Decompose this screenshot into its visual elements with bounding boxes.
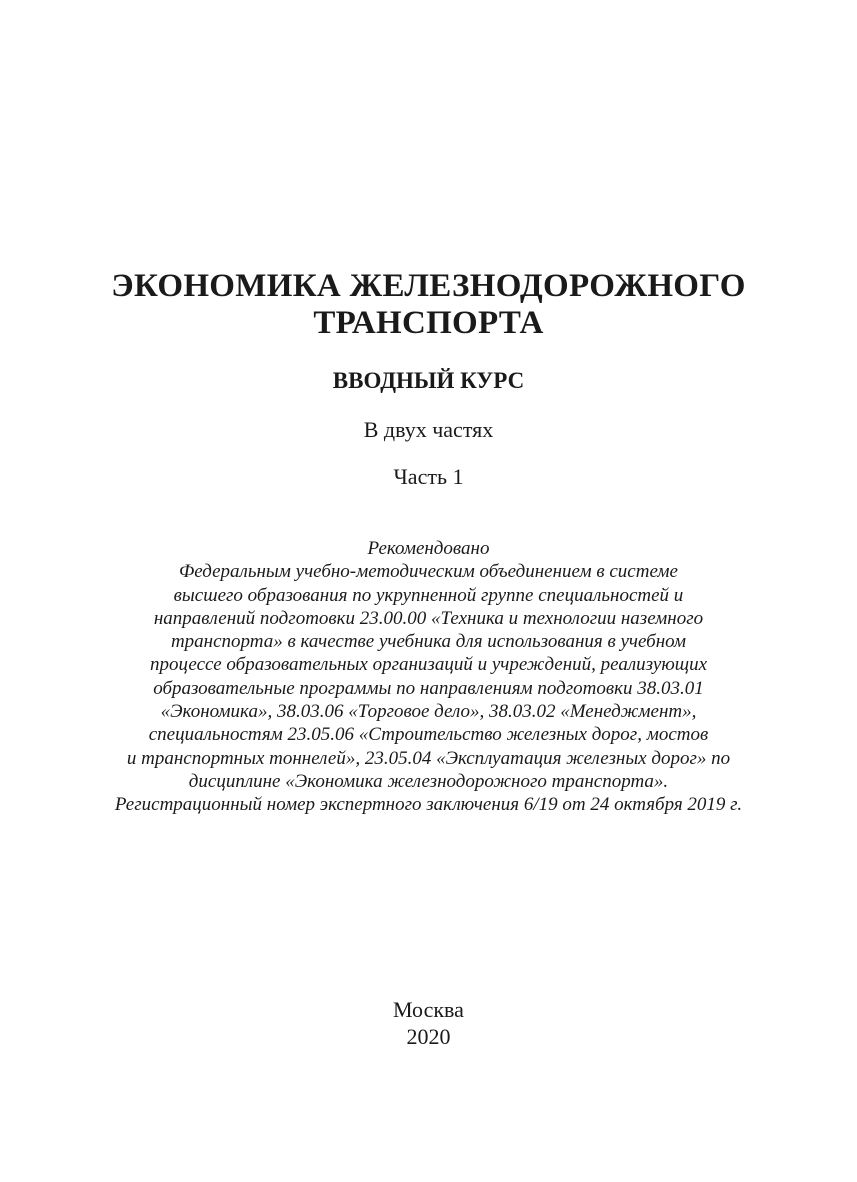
book-title [0, 268, 857, 342]
recommendation-line: дисциплине «Экономика железнодорожного транспорта». [188, 770, 669, 792]
book-title-line-1: ЭКОНОМИКА ЖЕЛЕЗНОДОРОЖНОГО [111, 268, 746, 304]
recommendation-line: высшего образования по укрупненной группе специальностей и [173, 584, 684, 606]
recommendation-line: транспорта» в качестве учебника для использования в учебном [170, 631, 687, 653]
recommendation-line: и транспортных тоннелей», 23.05.04 «Эксплуатация железных дорог» по [126, 747, 731, 769]
part-number: Часть 1 [393, 464, 464, 489]
recommendation-line: «Экономика», 38.03.06 «Торговое дело», 38.03.02 «Менеджмент», [160, 701, 697, 723]
registration-line: Регистрационный номер экспертного заключения 6/19 от 24 октября 2019 г. [114, 794, 743, 816]
imprint [0, 996, 857, 1050]
imprint-city: Москва [393, 997, 464, 1022]
parts-note: В двух частях [363, 417, 494, 442]
recommendation-line: образовательные программы по направлениям подготовки 38.03.01 [153, 677, 704, 699]
recommendation-line: процессе образовательных организаций и учреждений, реализующих [149, 654, 708, 676]
recommendation-line: специальностям 23.05.06 «Строительство железных дорог, мостов [148, 724, 709, 746]
recommendation-block [0, 537, 857, 817]
book-subtitle: ВВОДНЫЙ КУРС [332, 368, 525, 393]
book-title-line-2: ТРАНСПОРТА [313, 305, 544, 341]
imprint-year: 2020 [406, 1024, 451, 1049]
recommendation-line: Федеральным учебно-методическим объединением в системе [179, 561, 678, 583]
recommendation-heading: Рекомендовано [367, 538, 490, 559]
recommendation-line: направлений подготовки 23.00.00 «Техника и технологии наземного [153, 607, 704, 629]
